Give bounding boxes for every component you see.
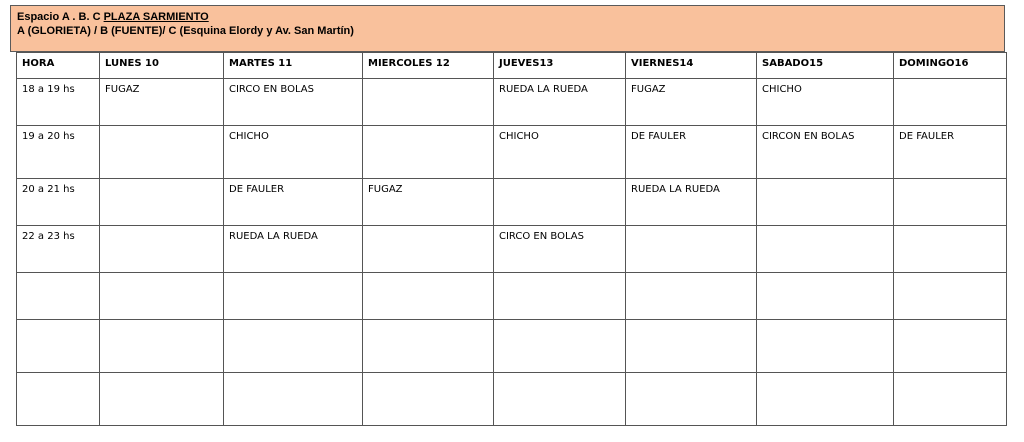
table-cell: 22 a 23 hs: [17, 226, 100, 273]
table-cell: [100, 179, 224, 226]
table-cell: [100, 320, 224, 373]
table-cell: CHICHO: [494, 126, 626, 179]
table-cell: [494, 373, 626, 426]
table-cell: RUEDA LA RUEDA: [494, 79, 626, 126]
table-cell: [894, 320, 1007, 373]
table-cell: [626, 373, 757, 426]
table-cell: [363, 320, 494, 373]
table-cell: [100, 226, 224, 273]
table-cell: [224, 373, 363, 426]
table-cell: [363, 273, 494, 320]
column-header-jueves: JUEVES13: [494, 53, 626, 79]
table-cell: [757, 273, 894, 320]
table-cell: [100, 273, 224, 320]
column-header-sabado: SABADO15: [757, 53, 894, 79]
table-cell: CIRCO EN BOLAS: [494, 226, 626, 273]
table-cell: [894, 226, 1007, 273]
table-cell: CHICHO: [757, 79, 894, 126]
table-cell: [757, 373, 894, 426]
schedule-table: [16, 52, 1007, 426]
column-header-lunes: LUNES 10: [100, 53, 224, 79]
table-cell: [494, 320, 626, 373]
table-cell: CHICHO: [224, 126, 363, 179]
table-cell: [494, 273, 626, 320]
table-cell: [894, 179, 1007, 226]
column-header-martes: MARTES 11: [224, 53, 363, 79]
column-header-hora: HORA: [17, 53, 100, 79]
table-cell: [363, 373, 494, 426]
table-row: [17, 126, 1007, 179]
column-header-viernes: VIERNES14: [626, 53, 757, 79]
table-cell: [757, 320, 894, 373]
table-cell: FUGAZ: [363, 179, 494, 226]
table-cell: [626, 320, 757, 373]
table-row: [17, 273, 1007, 320]
table-cell: [894, 373, 1007, 426]
column-header-miercoles: MIERCOLES 12: [363, 53, 494, 79]
table-cell: [224, 273, 363, 320]
table-cell: DE FAULER: [894, 126, 1007, 179]
table-row: [17, 79, 1007, 126]
table-cell: [894, 79, 1007, 126]
table-cell: [626, 226, 757, 273]
table-cell: [363, 226, 494, 273]
table-cell: CIRCON EN BOLAS: [757, 126, 894, 179]
table-cell: [626, 273, 757, 320]
header-prefix: Espacio A . B. C: [17, 11, 104, 23]
header-box: [10, 5, 1005, 52]
header-line-2: A (GLORIETA) / B (FUENTE)/ C (Esquina Elordy y Av. San Martín): [17, 25, 354, 37]
table-cell: [224, 320, 363, 373]
table-cell: [494, 179, 626, 226]
table-cell: 20 a 21 hs: [17, 179, 100, 226]
table-cell: CIRCO EN BOLAS: [224, 79, 363, 126]
table-cell: 19 a 20 hs: [17, 126, 100, 179]
table-cell: [100, 126, 224, 179]
table-row: [17, 320, 1007, 373]
table-cell: RUEDA LA RUEDA: [224, 226, 363, 273]
table-row: [17, 373, 1007, 426]
table-row: [17, 179, 1007, 226]
table-cell: [894, 273, 1007, 320]
header-line-1: [17, 10, 998, 24]
table-header-row: [17, 53, 1007, 79]
table-cell: [363, 126, 494, 179]
table-cell: [757, 226, 894, 273]
table-cell: [100, 373, 224, 426]
table-cell: [17, 273, 100, 320]
header-place: PLAZA SARMIENTO: [103, 11, 209, 23]
table-cell: [757, 179, 894, 226]
column-header-domingo: DOMINGO16: [894, 53, 1007, 79]
table-cell: RUEDA LA RUEDA: [626, 179, 757, 226]
table-cell: 18 a 19 hs: [17, 79, 100, 126]
table-cell: FUGAZ: [626, 79, 757, 126]
table-cell: [17, 373, 100, 426]
table-row: [17, 226, 1007, 273]
table-cell: DE FAULER: [224, 179, 363, 226]
table-cell: DE FAULER: [626, 126, 757, 179]
table-cell: [17, 320, 100, 373]
table-cell: [363, 79, 494, 126]
table-cell: FUGAZ: [100, 79, 224, 126]
